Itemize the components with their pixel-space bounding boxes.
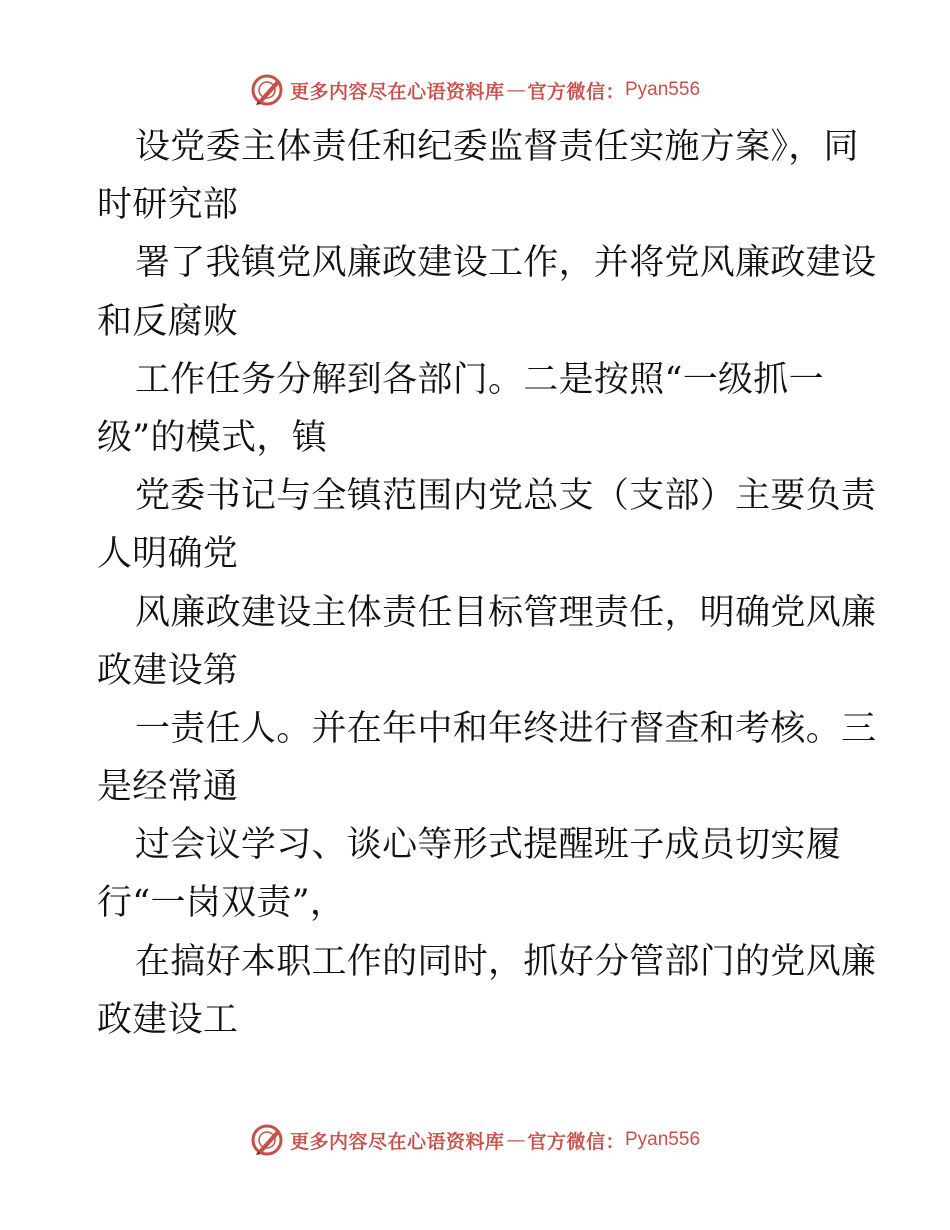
- pen-circle-logo-icon: [250, 1123, 284, 1157]
- text-line: 是经常通: [97, 767, 239, 808]
- footer-watermark: [0, 1122, 950, 1158]
- text-line: 工作任务分解到各部门。二是按照“一级抓一: [135, 359, 824, 400]
- text-line: 过会议学习、谈心等形式提醒班子成员切实履: [135, 825, 842, 866]
- text-line: 级”的模式，镇: [97, 417, 327, 458]
- text-line: 政建设第: [97, 650, 239, 691]
- text-line: 署了我镇党风廉政建设工作，并将党风廉政建设: [135, 243, 877, 284]
- text-line: 时研究部: [97, 185, 239, 226]
- watermark-wechat-id: Pyan556: [625, 79, 701, 100]
- watermark-wechat-label: 官方微信：: [527, 1130, 625, 1153]
- text-line: 政建设工: [97, 999, 239, 1040]
- header-watermark: [0, 72, 950, 108]
- text-line: 设党委主体责任和纪委监督责任实施方案》，同: [135, 127, 859, 167]
- text-line: 人明确党: [97, 534, 239, 575]
- text-line: 党委书记与全镇范围内党总支（支部）主要负责: [135, 476, 877, 517]
- watermark-dash: —: [506, 79, 526, 101]
- watermark-main-text: 更多内容尽在心语资料库: [289, 1130, 505, 1153]
- watermark-main-text: 更多内容尽在心语资料库: [289, 80, 505, 103]
- text-line: 和反腐败: [97, 301, 239, 342]
- document-body: [97, 118, 877, 1049]
- watermark-wechat-label: 官方微信：: [527, 80, 625, 103]
- text-line: 一责任人。并在年中和年终进行督查和考核。三: [135, 708, 877, 749]
- text-line: 风廉政建设主体责任目标管理责任，明确党风廉: [135, 592, 877, 633]
- watermark-wechat-id: Pyan556: [625, 1129, 701, 1150]
- pen-circle-logo-icon: [250, 73, 284, 107]
- text-line: 行“一岗双责”，: [97, 883, 346, 924]
- text-line: 在搞好本职工作的同时，抓好分管部门的党风廉: [135, 941, 877, 982]
- watermark-dash: —: [506, 1129, 526, 1151]
